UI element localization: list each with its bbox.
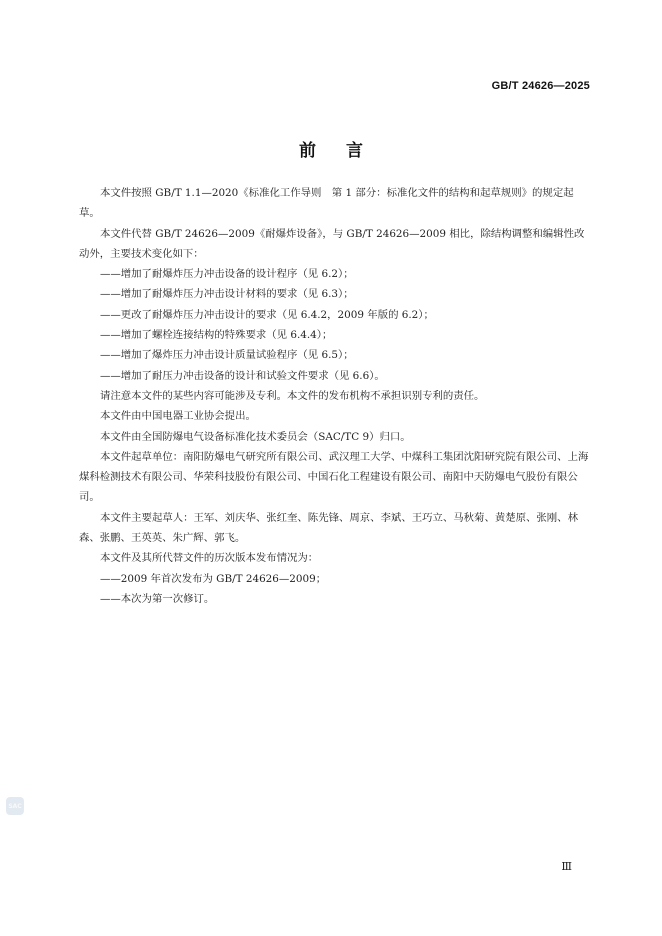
page-number: Ⅲ: [561, 860, 572, 873]
paragraph-drafting-units: 本文件起草单位：南阳防爆电气研究所有限公司、武汉理工大学、中煤科工集团沈阳研究院有限公司、上海煤科检测技术有限公司、华荣科技股份有限公司、中国石化工程建设有限公司、南阳中天防爆电气股份有限公司。: [79, 450, 589, 504]
change-item: ——增加了耐爆炸压力冲击设备的设计程序（见 6.2）；: [100, 268, 354, 281]
watermark-logo-icon: SAC: [6, 797, 24, 815]
history-item: ——2009 年首次发布为 GB/T 24626—2009；: [100, 572, 327, 585]
paragraph-replacement: 本文件代替 GB/T 24626—2009《耐爆炸设备》，与 GB/T 24626—2009 相比，除结构调整和编辑性改动外，主要技术变化如下：: [79, 227, 585, 260]
page-title: 前言: [299, 141, 393, 161]
standard-number: GB/T 24626—2025: [491, 80, 590, 92]
change-item: ——增加了耐压力冲击设备的设计和试验文件要求（见 6.6）。: [100, 369, 385, 382]
paragraph-proposer: 本文件由中国电器工业协会提出。: [100, 410, 256, 423]
paragraph-history-intro: 本文件及其所代替文件的历次版本发布情况为：: [100, 552, 319, 565]
change-item: ——更改了耐爆炸压力冲击设计的要求（见 6.4.2，2009 年版的 6.2）；: [100, 308, 434, 321]
paragraph-drafting-rule: 本文件按照 GB/T 1.1—2020《标准化工作导则 第 1 部分：标准化文件的结构和起草规则》的规定起草。: [79, 187, 574, 220]
change-item: ——增加了螺栓连接结构的特殊要求（见 6.4.4）；: [100, 329, 333, 342]
change-item: ——增加了耐爆炸压力冲击设计材料的要求（见 6.3）；: [100, 288, 354, 301]
foreword-body: [79, 183, 591, 609]
history-item: ——本次为第一次修订。: [100, 592, 215, 605]
change-item: ——增加了爆炸压力冲击设计质量试验程序（见 6.5）；: [100, 349, 354, 362]
paragraph-committee: 本文件由全国防爆电气设备标准化技术委员会（SAC/TC 9）归口。: [100, 430, 411, 443]
paragraph-drafters: 本文件主要起草人：王军、刘庆华、张红奎、陈先锋、周京、李斌、王巧立、马秋菊、黄楚原、张刚、林森、张鹏、王英英、朱广辉、郭飞。: [79, 511, 578, 545]
paragraph-patent-notice: 请注意本文件的某些内容可能涉及专利。本文件的发布机构不承担识别专利的责任。: [100, 389, 485, 402]
